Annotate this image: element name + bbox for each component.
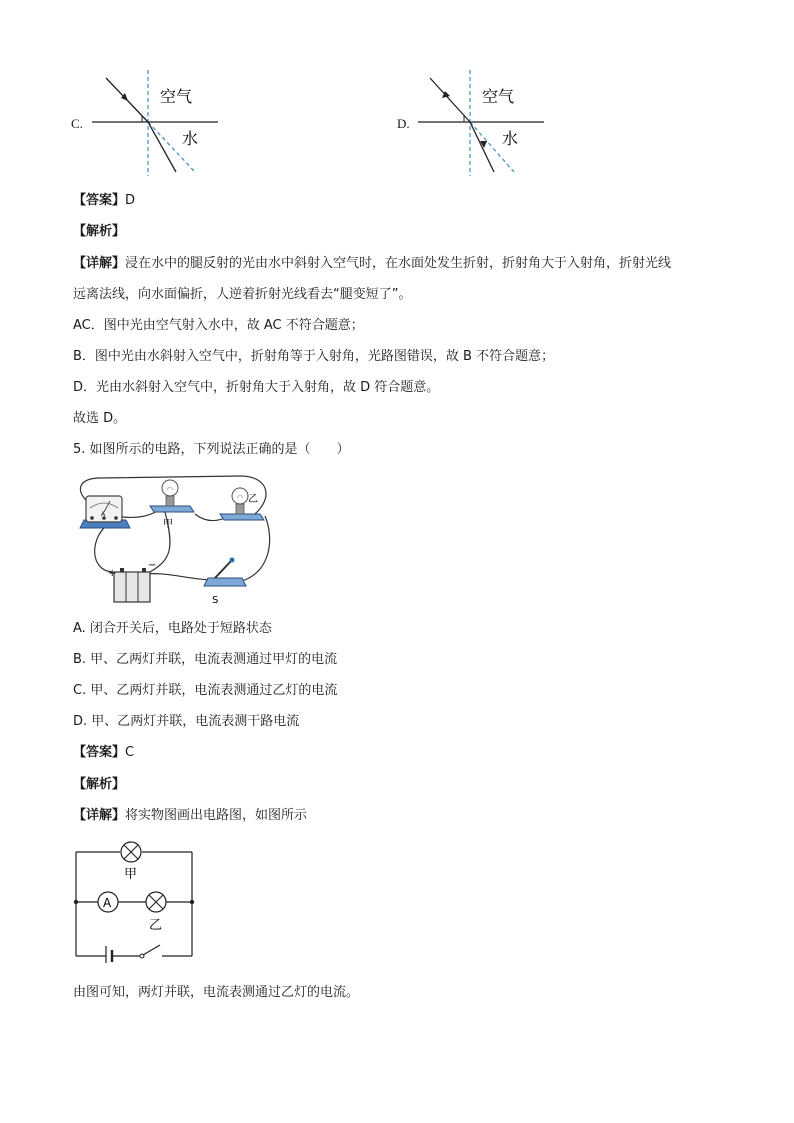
q5-option-b: B. 甲、乙两灯并联，电流表测通过甲灯的电流 [73, 652, 338, 667]
option-d-label: D. [397, 116, 410, 131]
q5-analysis-heading: 【解析】 [73, 777, 126, 792]
q4-analysis-heading: 【解析】 [73, 224, 126, 239]
water-label-d: 水 [502, 129, 519, 148]
ammeter-letter: A [101, 511, 106, 518]
battery-plus: + [108, 568, 117, 579]
ammeter-symbol [98, 892, 118, 912]
switch-label: S [212, 595, 219, 606]
lamp-yi-label: 乙 [248, 494, 258, 505]
battery-device [108, 560, 156, 602]
schematic-ammeter-letter: A [103, 896, 112, 910]
air-label-d: 空气 [482, 87, 515, 106]
circuit-photo [70, 470, 280, 610]
q4-detail-line1: 【详解】浸在水中的腿反射的光由水中斜射入空气时，在水面处发生折射，折射角大于入射角，折射光线 [73, 256, 672, 271]
q5-option-d: D. 甲、乙两灯并联，电流表测干路电流 [73, 714, 300, 729]
lamp-yi-device [220, 488, 264, 520]
q5-option-c: C. 甲、乙两灯并联，电流表测通过乙灯的电流 [73, 683, 338, 698]
lamp-jia-label: 甲 [163, 519, 173, 530]
option-c-label: C. [71, 116, 83, 131]
q5-answer: 【答案】C [73, 745, 135, 760]
q4-line-b: B．图中光由水斜射入空气中，折射角等于入射角，光路图错误，故 B 不符合题意； [73, 349, 555, 364]
q4-answer: 【答案】D [73, 193, 136, 208]
schematic-jia-label: 甲 [124, 867, 138, 882]
air-label-c: 空气 [160, 87, 193, 106]
battery-minus: − [148, 560, 157, 571]
lamp-jia-symbol [121, 842, 141, 882]
refraction-diagram-d [416, 68, 546, 178]
lamp-jia-device [150, 480, 194, 530]
circuit-schematic [70, 838, 200, 963]
q5-detail: 【详解】将实物图画出电路图，如图所示 [73, 808, 308, 823]
q4-line-d: D．光由水斜射入空气中，折射角大于入射角，故 D 符合题意。 [73, 380, 440, 395]
q5-question: 5. 如图所示的电路，下列说法正确的是（ ） [73, 442, 350, 457]
water-label-c: 水 [182, 129, 199, 148]
refraction-diagram-c [90, 68, 220, 178]
ammeter-device [80, 496, 130, 528]
q4-detail-line2: 远离法线，向水面偏折，人逆着折射光线看去“腿变短了”。 [73, 287, 412, 302]
q5-option-a: A. 闭合开关后，电路处于短路状态 [73, 621, 272, 636]
schematic-yi-label: 乙 [149, 918, 163, 933]
q4-conclusion: 故选 D。 [73, 411, 127, 426]
switch-device [204, 558, 246, 607]
q5-conclusion: 由图可知，两灯并联，电流表测通过乙灯的电流。 [73, 985, 360, 1000]
q4-line-ac: AC．图中光由空气射入水中，故 AC 不符合题意； [73, 318, 364, 333]
lamp-yi-symbol [146, 892, 166, 933]
